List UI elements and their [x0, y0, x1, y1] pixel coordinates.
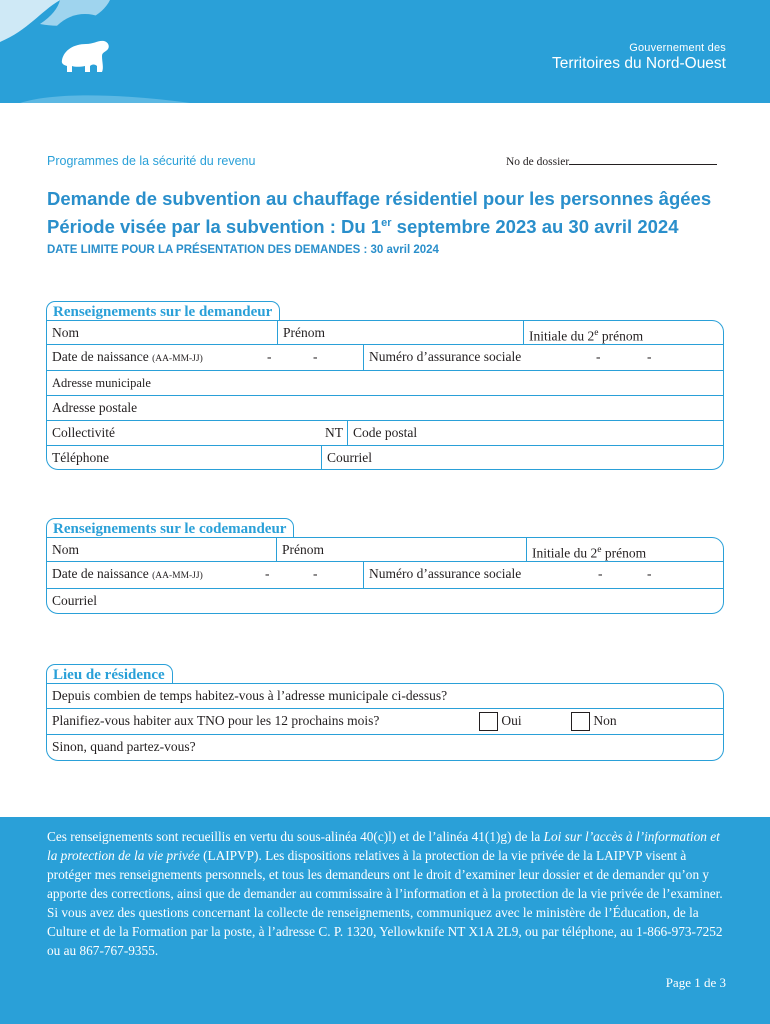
residence-section-title: Lieu de résidence: [46, 664, 173, 683]
co-dob-dash-1: -: [265, 566, 270, 581]
applicant-section-title: Renseignements sur le demandeur: [46, 301, 280, 320]
title-line2-end: septembre 2023 au 30 avril 2024: [391, 216, 679, 238]
co-dob-dash-2: -: [313, 566, 318, 581]
territory-nt: [317, 421, 347, 445]
residence-q2: [47, 709, 477, 734]
privacy-footer: [0, 817, 770, 1024]
co-initiale-label-end: prénom: [601, 545, 647, 561]
co-prenom-label: Prénom: [282, 542, 324, 557]
nas-label: Numéro d’assurance sociale: [369, 349, 522, 364]
residence-section: [46, 683, 724, 761]
adresse-municipale-label: Adresse municipale: [52, 376, 151, 390]
coapplicant-dob-field[interactable]: [47, 562, 363, 588]
applicant-collectivite-row: [47, 421, 723, 446]
oui-label: Oui: [501, 713, 522, 728]
residence-q2-label: Planifiez-vous habiter aux TNO pour les 12 prochains mois?: [52, 713, 380, 728]
co-initiale-sup: e: [597, 545, 602, 555]
gov-line1: Gouvernement des: [629, 42, 726, 54]
applicant-adresse-postale-row[interactable]: [47, 396, 723, 421]
applicant-name-row: [47, 321, 723, 345]
title-line2: [47, 211, 711, 239]
applicant-telephone-field[interactable]: [47, 446, 321, 470]
co-nas-label: Numéro d’assurance sociale: [369, 566, 522, 581]
nt-label: NT: [325, 425, 343, 440]
initiale-label: Initiale du 2: [529, 328, 595, 344]
dossier-number-field[interactable]: [506, 154, 717, 168]
non-option: [571, 709, 671, 734]
dob-label: Date de naissance: [52, 349, 149, 364]
dossier-label: No de dossier: [506, 156, 570, 168]
coapplicant-nas-field[interactable]: [363, 562, 723, 588]
logo-circle: [46, 14, 124, 92]
co-dob-label: Date de naissance: [52, 566, 149, 581]
telephone-label: Téléphone: [52, 450, 109, 465]
coapplicant-section-title: Renseignements sur le codemandeur: [46, 518, 294, 537]
applicant-dob-field[interactable]: [47, 345, 363, 370]
co-initiale-label: Initiale du 2: [532, 545, 598, 561]
co-dob-format: (AA-MM-JJ): [152, 571, 203, 581]
title-line1: Demande de subvention au chauffage résidentiel pour les personnes âgées: [47, 188, 712, 209]
collectivite-label: Collectivité: [52, 425, 115, 440]
dob-dash-1: -: [267, 349, 272, 364]
code-postal-label: Code postal: [353, 425, 418, 440]
applicant-adresse-municipale-row[interactable]: [47, 371, 723, 396]
non-label: Non: [593, 713, 617, 728]
form-title: [47, 186, 711, 239]
initiale-label-end: prénom: [598, 328, 644, 344]
privacy-text-2: (LAIPVP). Les dispositions relatives à la protection de la vie privée de la LAIPVP visent à protéger mes renseignements personnels, et tous les demandeurs ont le droit d’examiner leur dossier et de demander qu’on y apporte des corrections, ainsi que de demander au commissaire à l’information et à la protection de la vie privée de l’examiner. Si vous avez des questions concernant la collecte de renseignements, communiquez avec le ministère de l’Éducation, de la Culture et de la Formation par la poste, à l’adresse C. P. 1320, Yellowknife NT X1A 2L9, ou par téléphone, au 1-866-973-7252 ou au 867-767-9355.: [47, 848, 723, 958]
prenom-label: Prénom: [283, 325, 325, 340]
oui-option: [479, 709, 569, 734]
adresse-postale-label: Adresse postale: [52, 400, 138, 415]
government-name: [552, 42, 726, 73]
nas-dash-1: -: [596, 349, 601, 364]
title-line2-start: Période visée par la subvention : Du 1: [47, 216, 382, 238]
dob-format: (AA-MM-JJ): [152, 354, 203, 364]
applicant-collectivite-field[interactable]: [47, 421, 317, 445]
page-number: Page 1 de 3: [665, 975, 726, 990]
oui-checkbox[interactable]: [479, 712, 498, 731]
applicant-courriel-field[interactable]: [321, 446, 723, 470]
applicant-nas-field[interactable]: [363, 345, 723, 370]
applicant-initiale-field[interactable]: [523, 321, 723, 344]
residence-q3-label: Sinon, quand partez-vous?: [52, 739, 196, 754]
header-banner: [0, 0, 770, 103]
co-courriel-label: Courriel: [52, 593, 97, 608]
applicant-prenom-field[interactable]: [277, 321, 523, 344]
polar-bear-icon: [46, 14, 124, 92]
privacy-text-1: Ces renseignements sont recueillis en vertu du sous-alinéa 40(c)l) et de l’alinéa 41(1)g) de la: [47, 829, 544, 844]
deadline-notice: DATE LIMITE POUR LA PRÉSENTATION DES DEMANDES : 30 avril 2024: [47, 244, 439, 256]
residence-q2-row: [47, 709, 723, 735]
co-nas-dash-2: -: [647, 566, 652, 581]
nom-label: Nom: [52, 325, 79, 340]
coapplicant-name-row: [47, 538, 723, 562]
coapplicant-nom-field[interactable]: [47, 538, 276, 561]
privacy-law-name: Loi sur l’accès à l’information et la protection de la vie privée: [47, 829, 720, 863]
gov-line2: Territoires du Nord-Ouest: [551, 55, 726, 72]
coapplicant-section: [46, 537, 724, 614]
residence-q1-row[interactable]: [47, 684, 723, 709]
applicant-code-postal-field[interactable]: [347, 421, 723, 445]
coapplicant-prenom-field[interactable]: [276, 538, 526, 561]
coapplicant-dob-row: [47, 562, 723, 589]
initiale-sup: e: [594, 328, 599, 338]
program-name: Programmes de la sécurité du revenu: [47, 154, 256, 168]
applicant-phone-row: [47, 446, 723, 470]
applicant-section: [46, 320, 724, 470]
privacy-notice: [47, 827, 727, 960]
nas-dash-2: -: [647, 349, 652, 364]
residence-q1-label: Depuis combien de temps habitez-vous à l’adresse municipale ci-dessus?: [52, 688, 448, 703]
non-checkbox[interactable]: [571, 712, 590, 731]
applicant-nom-field[interactable]: [47, 321, 277, 344]
co-nom-label: Nom: [52, 542, 79, 557]
applicant-dob-row: [47, 345, 723, 371]
residence-q3-row[interactable]: [47, 735, 723, 760]
dossier-blank-line[interactable]: [569, 154, 717, 165]
co-nas-dash-1: -: [598, 566, 603, 581]
dob-dash-2: -: [313, 349, 318, 364]
courriel-label: Courriel: [327, 450, 372, 465]
coapplicant-courriel-row[interactable]: [47, 589, 723, 613]
title-line2-sup: er: [381, 217, 392, 229]
coapplicant-initiale-field[interactable]: [526, 538, 723, 561]
